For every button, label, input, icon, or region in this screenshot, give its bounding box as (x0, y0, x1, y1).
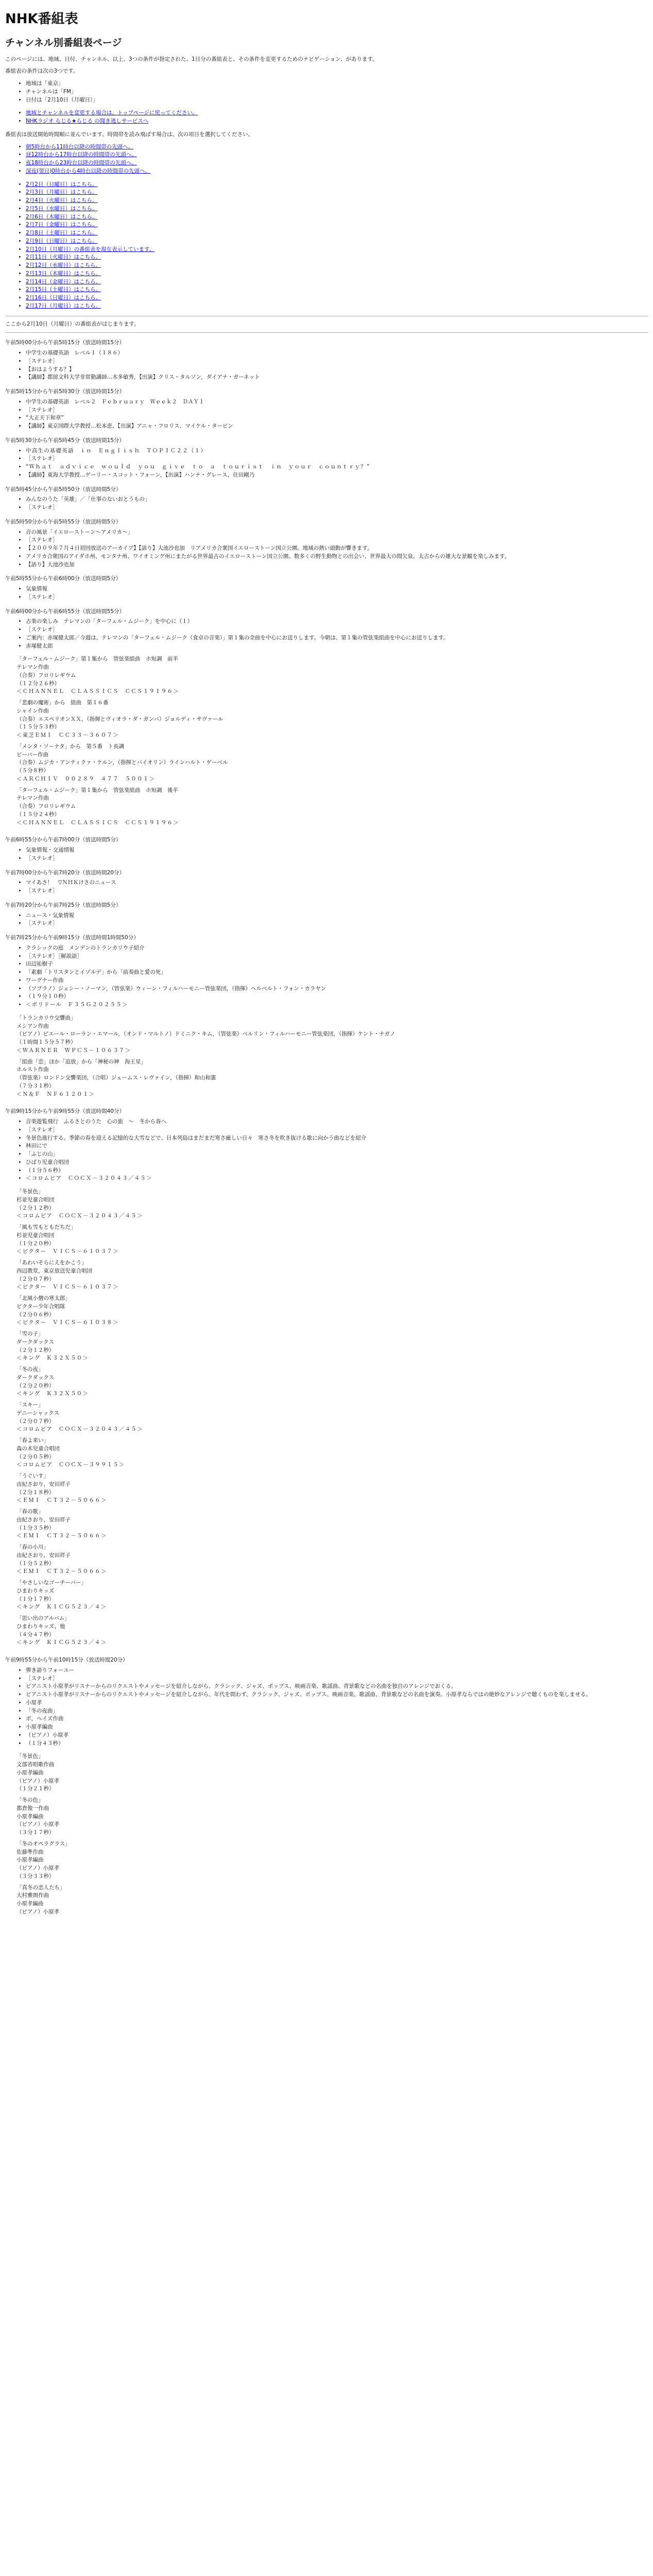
piece-detail-line: ＜東芝ＥＭＩ ＣＣ３３－３６０７＞ (16, 732, 119, 738)
piece-detail-line: テレマン作曲 (16, 795, 49, 802)
program-time-heading: 午前5時45分から午前5時50分（放送時間5分） (5, 486, 122, 493)
piece-detail-line: （合奏）フロリレギウム (16, 803, 76, 809)
piece-title: 「うぐいす」 (16, 1473, 49, 1479)
condition-date: • 日付は「2月10日（月曜日）」 (26, 96, 648, 105)
date-link-item (26, 278, 648, 286)
date-link-item (26, 213, 648, 222)
program-details (5, 846, 648, 863)
date-link[interactable]: 2月12日（水曜日）はこちら。 (26, 262, 101, 268)
piece-title: 「組曲「恋」ほか「追放」から「神秘の神 海王星」 (16, 1058, 146, 1065)
piece-detail-line: （ピアノ）ピエール・ローラン・エマール，（オンド・マルトノ）ドミニク・キム，（管弦楽）ベルリン・フィルハーモニー管弦楽団，（指揮）ケント・ナガノ (16, 1031, 396, 1038)
divider (5, 332, 648, 333)
piece-detail-line: （２分０６秒） (16, 1311, 55, 1318)
piece-detail-line: ＜ＥＭＩ ＣＴ３２－５０６６＞ (16, 1533, 107, 1539)
piece-detail-line: 杉並児童合唱団 (16, 1196, 55, 1203)
music-piece (5, 1366, 648, 1398)
conditions-list (5, 80, 648, 104)
piece-detail-line: ＜ＣＨＡＮＮＥＬ ＣＬＡＳＳＩＣＳ ＣＣＳ１９１９６＞ (16, 819, 179, 826)
date-link-item (26, 221, 648, 229)
piece-detail-line: ＜キング ＫＩＣＧ５２３／４＞ (16, 1604, 107, 1611)
piece-detail-line: ＜ビクター ＶＩＣＳ－６１０３７＞ (16, 1284, 119, 1291)
program-title: • 中高生の基礎英語 ｉｎ Ｅｎｇｌｉｓｈ ＴＯＰＩＣ２２（１） (26, 447, 648, 455)
date-link[interactable]: 2月3日（月曜日）はこちら。 (26, 189, 98, 196)
music-piece (5, 1579, 648, 1612)
music-piece (5, 1840, 648, 1881)
piece-detail-line: （３分３３秒） (16, 1873, 55, 1879)
program-detail-line: • ご案内：赤塚健太郎／今週は、テレマンの「ターフェル・ムジーク（食卓の音楽）」第１集の全曲を中心にお送りします。今朝は、第１集の管弦楽組曲を中心にお送りします。 (26, 634, 648, 642)
conditions-intro: 番組表の条件は次の3つです。 (5, 68, 79, 75)
program-time-heading: 午前5時50分から午前5時55分（放送時間5分） (5, 518, 122, 525)
date-link[interactable]: 2月11日（火曜日）はこちら。 (26, 254, 101, 261)
piece-detail-line: （ピアノ）小原孝 (16, 1821, 60, 1828)
piece-detail-line: ＜コロムビア ＣＯＣＸ－３２０４３／４５＞ (16, 1213, 143, 1219)
program-detail-line: • ボ，ヘイズ作曲 (26, 1715, 648, 1723)
program-details (5, 1118, 648, 1183)
program-details (5, 879, 648, 895)
time-link-morning[interactable]: 朝5時台から11時台以降の時間帯の先頭へ。 (26, 143, 134, 150)
program-detail-line: • ［ステレオ］ (26, 855, 648, 863)
program-time-heading: 午前7時20分から午前7時25分（放送時間5分） (5, 902, 122, 908)
date-link[interactable]: 2月5日（水曜日）はこちら。 (26, 205, 98, 212)
date-link[interactable]: 2月13日（木曜日）はこちら。 (26, 270, 101, 277)
time-link-late-night[interactable]: 深夜(翌日)0時台から4時台以降の時間帯の先頭へ。 (26, 167, 151, 174)
piece-detail-line: 小原孝編曲 (16, 1901, 44, 1907)
program-details (5, 529, 648, 569)
program-details (5, 1667, 648, 1748)
program-time-heading: 午前5時15分から午前5時30分（放送時間15分） (5, 388, 125, 395)
piece-detail-line: 西辺教堂，東京放送児童合唱団 (16, 1267, 92, 1274)
piece-detail-line: 文部省唱歌作曲 (16, 1761, 55, 1768)
program-time-heading: 午前5時00分から午前5時15分（放送時間15分） (5, 340, 125, 346)
condition-links (5, 109, 648, 126)
program-detail-line: • 「ふじの山」 (26, 1150, 648, 1159)
music-piece (5, 655, 648, 696)
piece-title: 「ターフェル・ムジーク」第１集から 管弦楽組曲 ホ短調 前半 (16, 656, 178, 663)
piece-detail-line: 大村雅朗作曲 (16, 1892, 49, 1899)
piece-detail-line: 森の木児童合唱団 (16, 1445, 60, 1452)
spacer (5, 1917, 648, 1920)
piece-detail-line: （合奏）フロリレギウム (16, 672, 76, 679)
date-link-item (26, 197, 648, 205)
condition-channel: • チャンネルは「FM」 (26, 88, 648, 96)
piece-detail-line: （ピアノ）小原孝 (16, 1908, 60, 1915)
condition-region: • 地域は「東京」 (26, 80, 648, 88)
music-piece (5, 1188, 648, 1221)
program-title: • 気象情報 (26, 585, 648, 594)
program-detail-line: • 田辺祐樹子 (26, 960, 648, 969)
program-title: • 気象情報・交通情報 (26, 846, 648, 855)
piece-detail-line: （１２分２６秒） (16, 680, 60, 687)
piece-detail-line: ホルスト作曲 (16, 1066, 49, 1073)
piece-title: 「トランカリウ交響曲」 (16, 1014, 76, 1021)
program-detail-line: • 小原孝 (26, 1699, 648, 1707)
date-link-item (26, 286, 648, 294)
program-detail-line: • 小原孝編曲 (26, 1723, 648, 1732)
program-detail-line: • ［ステレオ］ (26, 1126, 648, 1134)
radiru-link[interactable]: NHKラジオ らじる★らじる の聞き逃しサービスへ (26, 118, 149, 124)
program-details (5, 447, 648, 480)
program-detail-line: • 【２００９年７月４日初回放送のアーカイブ】【語り】大池沙也加 リアメリカ合衆国イエローストーン国立公園。地域の熱い頭動が響きます。 (26, 545, 648, 553)
piece-detail-line: ＜キング Ｋ３２Ｘ５０＞ (16, 1391, 89, 1397)
program-time-heading: 午前7時00分から午前7時20分（放送時間20分） (5, 869, 125, 876)
program-detail-line: • ［ステレオ］ (26, 455, 648, 463)
piece-title: 「冬景色」 (16, 1189, 44, 1195)
date-link[interactable]: 2月6日（木曜日）はこちら。 (26, 213, 98, 220)
date-link[interactable]: 2月9日（日曜日）はこちら。 (26, 238, 98, 244)
program-time-heading: 午前5時30分から午前5時45分（放送時間15分） (5, 437, 125, 444)
piece-detail-line: ＜ＥＭＩ ＣＴ３２－５０６６＞ (16, 1568, 107, 1575)
piece-title: 「春よ来い」 (16, 1437, 49, 1444)
program-details (5, 496, 648, 512)
program-detail-line: • 赤塚健太郎 (26, 642, 648, 651)
program-detail-line: • ピアニスト小原孝がリスナーからのリクエストやメッセージを紹介しながら、年代を問わず、クラシック、ジャズ、ポップス、映画音楽、歌謡曲、背景歌などの名曲を演奏。小原孝ならではの絶妙なアレンジで聴くものを楽しませる。 (26, 1691, 648, 1699)
spacer (5, 827, 648, 830)
piece-detail-line: 杉並児童合唱団 (16, 1232, 55, 1239)
piece-title: 「真冬の恋人たち」 (16, 1884, 65, 1891)
program-detail-line: • ［ステレオ］［解説語］ (26, 953, 648, 961)
piece-detail-line: （合奏）ムジカ・アンティクァ・ケルン，（指揮とバイオリン）ラインハルト・ゲーベル (16, 759, 228, 766)
music-piece (5, 1544, 648, 1576)
page-subtitle: チャンネル別番組表ページ (5, 37, 122, 48)
piece-detail-line: ＜コロムビア ＣＯＣＸ－３９９１５＞ (16, 1462, 125, 1468)
date-link-item (26, 262, 648, 270)
program-detail-line: • ワーグナー作曲 (26, 977, 648, 985)
piece-title: 「やさしいなゴーチーバー」 (16, 1580, 87, 1586)
program-detail-line: • ＜ポリドール Ｆ３５Ｇ２０２５５＞ (26, 1001, 648, 1009)
piece-detail-line: 小原孝編曲 (16, 1857, 44, 1863)
piece-title: 「冬景色」 (16, 1753, 44, 1760)
piece-title: 「風も雪もともだちだ」 (16, 1224, 76, 1230)
piece-detail-line: ダークダックス (16, 1374, 55, 1381)
piece-detail-line: （ピアノ）小原孝 (16, 1865, 60, 1871)
date-link[interactable]: 2月16日（日曜日）はこちら。 (26, 295, 101, 301)
piece-detail-line: ＜ＷＡＲＮＥＲ ＷＰＣＳ－１０６３７＞ (16, 1047, 131, 1054)
piece-detail-line: （１分５２秒） (16, 1560, 55, 1567)
piece-detail-line: 由紀さおり，安田祥子 (16, 1481, 71, 1487)
piece-detail-line: （１分１７秒） (16, 1596, 55, 1602)
piece-detail-line: ひまわりキッズ (16, 1587, 55, 1594)
music-piece (5, 743, 648, 784)
piece-detail-line: ＜ＡＲＣＨＩＶ ００２８９ ４７７ ５００１＞ (16, 775, 156, 782)
piece-detail-line: （１分２１秒） (16, 1786, 55, 1792)
date-link-item (26, 302, 648, 311)
piece-title: 「春の歌」 (16, 1509, 44, 1515)
music-piece (5, 1437, 648, 1469)
time-links (5, 143, 648, 176)
back-to-top-link[interactable]: 地域とチャンネルを変更する場合は、トップページに戻ってください。 (26, 110, 198, 116)
piece-title: 「メンタ・ソーナタ」から 第５番 ト長調 (16, 743, 125, 750)
piece-detail-line: ＜キング ＫＩＣＧ５２３／４＞ (16, 1639, 107, 1646)
program-detail-line: • 【おはようする？】 (26, 366, 648, 374)
piece-detail-line: デニーシャックス (16, 1410, 60, 1416)
program-detail-line: • （１分５６秒） (26, 1167, 648, 1175)
program-detail-line: • ［ステレオ］ (26, 1675, 648, 1683)
program-detail-line: • ［ステレオ］ (26, 406, 648, 415)
piece-title: 「雪の子」 (16, 1331, 44, 1337)
piece-detail-line: ＜ビクター ＶＩＣＳ－６１０３８＞ (16, 1319, 119, 1326)
time-link-daytime[interactable]: 昼12時台から17時台以降の時間帯の先頭へ。 (26, 151, 137, 158)
piece-detail-line: ＜ＥＭＩ ＣＴ３２－５０６６＞ (16, 1497, 107, 1504)
piece-detail-line: ＜Ｎ＆Ｆ ＮＦ６１２０１＞ (16, 1091, 95, 1097)
piece-detail-line: （２分１２秒） (16, 1347, 55, 1353)
piece-detail-line: ＜キング Ｋ３２Ｘ５０＞ (16, 1355, 89, 1362)
program-detail-line: • （ピアノ）小原孝 (26, 1732, 648, 1740)
program-title: • ニュース・気象情報 (26, 912, 648, 920)
music-piece (5, 1615, 648, 1647)
schedule-start-note: ここから2月10日（月曜日）の番組表がはじまります。 (5, 320, 140, 327)
program-detail-line: • （１９分１０秒） (26, 993, 648, 1001)
piece-detail-line: （１５分５３秒） (16, 724, 60, 731)
piece-detail-line: （４分４７秒） (16, 1631, 55, 1638)
program-detail-line: • “Ｗｈａｔ ａｄｖｉｃｅ ｗｏｕｌｄ ｙｏｕ ｇｉｖｅ ｔｏ ａ ｔｏｕｒｉｓｔ ｉｎ ｙｏｕｒ ｃｏｕｎｔｒｙ？” (26, 463, 648, 471)
program-title: • 中学生の基礎英語 レベル１（１８６） (26, 349, 648, 358)
page-description: このページには、地域、日付、チャンネル、以上、3つの条件が指定された、1日分の番組表と、その条件を変更するためのナビゲーション、があります。 (5, 56, 378, 62)
music-piece (5, 1058, 648, 1099)
program-time-heading: 午前5時55分から午前6時00分（放送時間5分） (5, 575, 122, 582)
program-detail-line: • ［ステレオ］ (26, 920, 648, 928)
program-details (5, 585, 648, 602)
program-detail-line: • ［ステレオ］ (26, 536, 648, 545)
piece-detail-line: ビーバー作曲 (16, 751, 49, 758)
piece-detail-line: 由紀さおり，安田祥子 (16, 1552, 71, 1558)
time-link-night[interactable]: 夜18時台から23時台以降の時間帯の先頭へ。 (26, 160, 137, 166)
program-title: • 中学生の基礎英語 レベル２ Ｆｅｂｒｕａｒｙ Ｗｅｅｋ２ ＤＡＹ１ (26, 398, 648, 406)
piece-detail-line: ビクター少年合唱隊 (16, 1303, 65, 1310)
piece-detail-line: ひまわりキッズ，他 (16, 1623, 65, 1630)
program-detail-line: • 「素劇「トリスタンとイゾルデ」から「前奏曲と愛の死」 (26, 969, 648, 977)
program-time-heading: 午前7時25分から午前9時15分（放送時間1時間50分） (5, 935, 139, 941)
spacer (5, 1647, 648, 1650)
program-detail-line: • （ソプラノ）ジェシー・ノーマン，（管弦楽）ウィーン・フィルハーモニー管弦楽団，（指揮）ヘルベルト・フォン・カラヤン (26, 985, 648, 993)
music-piece (5, 1014, 648, 1055)
program-detail-line: • ひばり児童合唱団 (26, 1159, 648, 1167)
piece-detail-line: （１５分２４秒） (16, 811, 60, 818)
music-piece (5, 1472, 648, 1505)
spacer (5, 1098, 648, 1101)
program-title: • みんなのうた「英雄」／「仕事のないおとうもの」 (26, 496, 648, 504)
piece-title: 「冬のオペラグラス」 (16, 1840, 71, 1847)
program-title: • 音の風景「イエローストーン〜アメリカ〜」 (26, 529, 648, 537)
piece-detail-line: テレマン作曲 (16, 664, 49, 670)
date-link[interactable]: 2月2日（日曜日）はこちら。 (26, 181, 98, 188)
piece-detail-line: （１分２０秒） (16, 1240, 55, 1247)
piece-detail-line: （２分１８秒） (16, 1489, 55, 1496)
program-details (5, 944, 648, 1009)
piece-detail-line: （管弦楽）ロンドン交響楽団，（合唱）ジェームス・レヴァイン，（指揮）和山和憲 (16, 1075, 216, 1081)
date-link[interactable]: 2月17日（月曜日）はこちら。 (26, 302, 101, 309)
program-title: • 弾き語りフォーユー (26, 1667, 648, 1675)
piece-title: 「ターフェル・ムジーク」第１集から 管弦楽組曲 ホ短調 後半 (16, 787, 178, 793)
page-title: NHK番組表 (5, 11, 78, 27)
piece-detail-line: ＜ＣＨＡＮＮＥＬ ＣＬＡＳＳＩＣＳ ＣＣＳ１９１９６＞ (16, 688, 179, 695)
program-title: • 音楽遊覧飛行 ふるさとのうた 心の旅 ～ 冬から春へ (26, 1118, 648, 1126)
piece-detail-line: （３分１７秒） (16, 1829, 55, 1836)
piece-detail-line: 小原孝編曲 (16, 1769, 44, 1776)
music-piece (5, 1401, 648, 1434)
piece-title: 「北風小僧の寒太郎」 (16, 1295, 71, 1301)
date-links (5, 181, 648, 311)
program-detail-line: • ［ステレオ］ (26, 594, 648, 602)
program-details (5, 398, 648, 431)
program-time-heading: 午前6時00分から午前6時55分（放送時間55分） (5, 608, 125, 615)
program-detail-line: • ピアニスト小原孝がリスナーからのリクエストやメッセージを紹介しながら、クラシック、ジャズ、ポップス、映画音楽、歌謡曲、背景歌などの名曲を独自のアレンジでおくる。 (26, 1683, 648, 1691)
piece-title: 「思い出のアルバム」 (16, 1615, 70, 1621)
date-link-item (26, 205, 648, 213)
piece-title: 「あわいそらにえをかこう」 (16, 1260, 87, 1266)
piece-detail-line: （２分０７秒） (16, 1276, 55, 1282)
program-detail-line: • （１分４３秒） (26, 1740, 648, 1748)
program-title: • 古楽の楽しみ テレマンの「ターフェル・ムジーク」を中心に（１） (26, 618, 648, 626)
date-link[interactable]: 2月4日（火曜日）はこちら。 (26, 197, 98, 204)
piece-detail-line: メシアン作曲 (16, 1023, 49, 1029)
piece-detail-line: （２分０５秒） (16, 1453, 55, 1460)
program-time-heading: 午前9時55分から午前10時15分（放送時間20分） (5, 1657, 128, 1663)
program-detail-line: • 【講師】東海大学教授…ゲーリー・スコット・フォーン，【出演】ハンナ・グレース，住田剛乃 (26, 471, 648, 480)
piece-title: 「冬の色」 (16, 1797, 44, 1803)
piece-title: 「悲劇の魔術」から 組曲 第１６番 (16, 700, 109, 706)
date-link-item (26, 294, 648, 302)
schedule-list (5, 339, 648, 1919)
time-intro: 番組表は放送開始時間順に並んでいます。時間帯を読み飛ばす場合は、次の項目を選択してください。 (5, 131, 254, 138)
program-detail-line: • アメリカ合衆国のアイダホ州、モンタナ州、ワイオミング州にまたがる世界最古のイエローストーン国立公園。数多くの野生動物との出会い、世界最大の間欠泉。太古からの雄大な景観を楽しみます。 (26, 553, 648, 561)
piece-detail-line: 佐藤準作曲 (16, 1849, 44, 1855)
date-link[interactable]: 2月7日（金曜日）はこちら。 (26, 222, 98, 228)
program-detail-line: • 【講師】東京国際大学教授…松本恵，【出演】アニャ・フロリス，マイケル・ターピン (26, 422, 648, 431)
piece-title: 「スキー」 (16, 1402, 44, 1408)
program-detail-line: • 林田にで (26, 1142, 648, 1150)
piece-detail-line: （５分８秒） (16, 768, 49, 774)
program-title: • クラシックの庭 メンデンのトランカリウ子紹介 (26, 944, 648, 953)
music-piece (5, 1295, 648, 1327)
program-detail-line: • “大正天下和章” (26, 414, 648, 422)
piece-detail-line: （２分０７秒） (16, 1418, 55, 1425)
program-time-heading: 午前9時15分から午前9時55分（放送時間40分） (5, 1108, 125, 1115)
program-detail-line: • ［ステレオ］ (26, 626, 648, 634)
program-detail-line: • 冬景色進行する。季節の春を迎える記憶的な大雪などで、日本列島はまだまだ寒さ厳しい日々 寒さ冬を吹き抜ける歌に向かう曲などを紹介 (26, 1134, 648, 1143)
program-details (5, 349, 648, 382)
piece-detail-line: 小原孝編曲 (16, 1813, 44, 1820)
program-detail-line: • ＜コロムビア ＣＯＣＸ－３２０４３／４５＞ (26, 1175, 648, 1183)
piece-detail-line: 都倉俊一作曲 (16, 1805, 49, 1811)
piece-detail-line: （ピアノ）小原孝 (16, 1777, 60, 1784)
piece-detail-line: （１分３５秒） (16, 1524, 55, 1531)
piece-detail-line: （２分１２秒） (16, 1205, 55, 1211)
piece-detail-line: ＜コロムビア ＣＯＣＸ－３２０４３／４５＞ (16, 1426, 143, 1433)
program-details (5, 912, 648, 928)
music-piece (5, 1330, 648, 1363)
piece-detail-line: （１時間１５分５７秒） (16, 1039, 76, 1045)
date-link[interactable]: 2月8日（土曜日）はこちら。 (26, 230, 98, 236)
program-detail-line: • ［ステレオ］ (26, 358, 648, 366)
music-piece (5, 1797, 648, 1837)
piece-title: 「春の小川」 (16, 1544, 49, 1550)
date-link[interactable]: 2月15日（土曜日）はこちら。 (26, 286, 101, 293)
piece-title: 「冬の夜」 (16, 1366, 44, 1372)
date-link-item (26, 229, 648, 238)
date-link[interactable]: 2月14日（金曜日）はこちら。 (26, 278, 101, 285)
date-link-item (26, 181, 648, 189)
date-link-item (26, 270, 648, 278)
program-time-heading: 午前6時55分から午前7時00分（放送時間5分） (5, 837, 122, 843)
music-piece (5, 787, 648, 827)
program-title: • マイあさ！ ▽ＮＨＫけさのニュース (26, 879, 648, 887)
program-detail-line: • 【講師】都留文科大学非常勤講師…木多敏秀，【出演】クリス・タルソン，ダイアナ・ガーネット (26, 374, 648, 382)
piece-detail-line: （合奏）エスペリオンＸＸ，（指揮とヴィオラ・ダ・ガンバ）ジョルディ・サヴァール (16, 716, 224, 722)
music-piece (5, 1259, 648, 1292)
date-link-item (26, 189, 648, 197)
date-link-item (26, 246, 648, 254)
date-link-item (26, 253, 648, 262)
date-link-item (26, 238, 648, 246)
piece-detail-line: （２分２０秒） (16, 1382, 55, 1389)
piece-detail-line: 由紀さおり，安田祥子 (16, 1516, 71, 1523)
program-detail-line: • ［ステレオ］ (26, 887, 648, 895)
music-piece (5, 1753, 648, 1793)
music-piece (5, 1224, 648, 1256)
program-detail-line: • 「冬の夜曲」 (26, 1707, 648, 1716)
program-detail-line: • ［ステレオ］ (26, 504, 648, 512)
music-piece (5, 699, 648, 740)
piece-detail-line: （７分３１秒） (16, 1082, 55, 1089)
music-piece (5, 1884, 648, 1917)
piece-detail-line: ＜ビクター ＶＩＣＳ－６１０３７＞ (16, 1248, 119, 1255)
piece-detail-line: シャイン作曲 (16, 707, 49, 714)
piece-detail-line: ダークダックス (16, 1338, 55, 1345)
program-details (5, 618, 648, 650)
current-date-link[interactable]: 2月10日（月曜日）の番組表を現在表示しています。 (26, 246, 155, 252)
program-detail-line: • 【語り】大池沙也加 (26, 561, 648, 569)
music-piece (5, 1508, 648, 1540)
